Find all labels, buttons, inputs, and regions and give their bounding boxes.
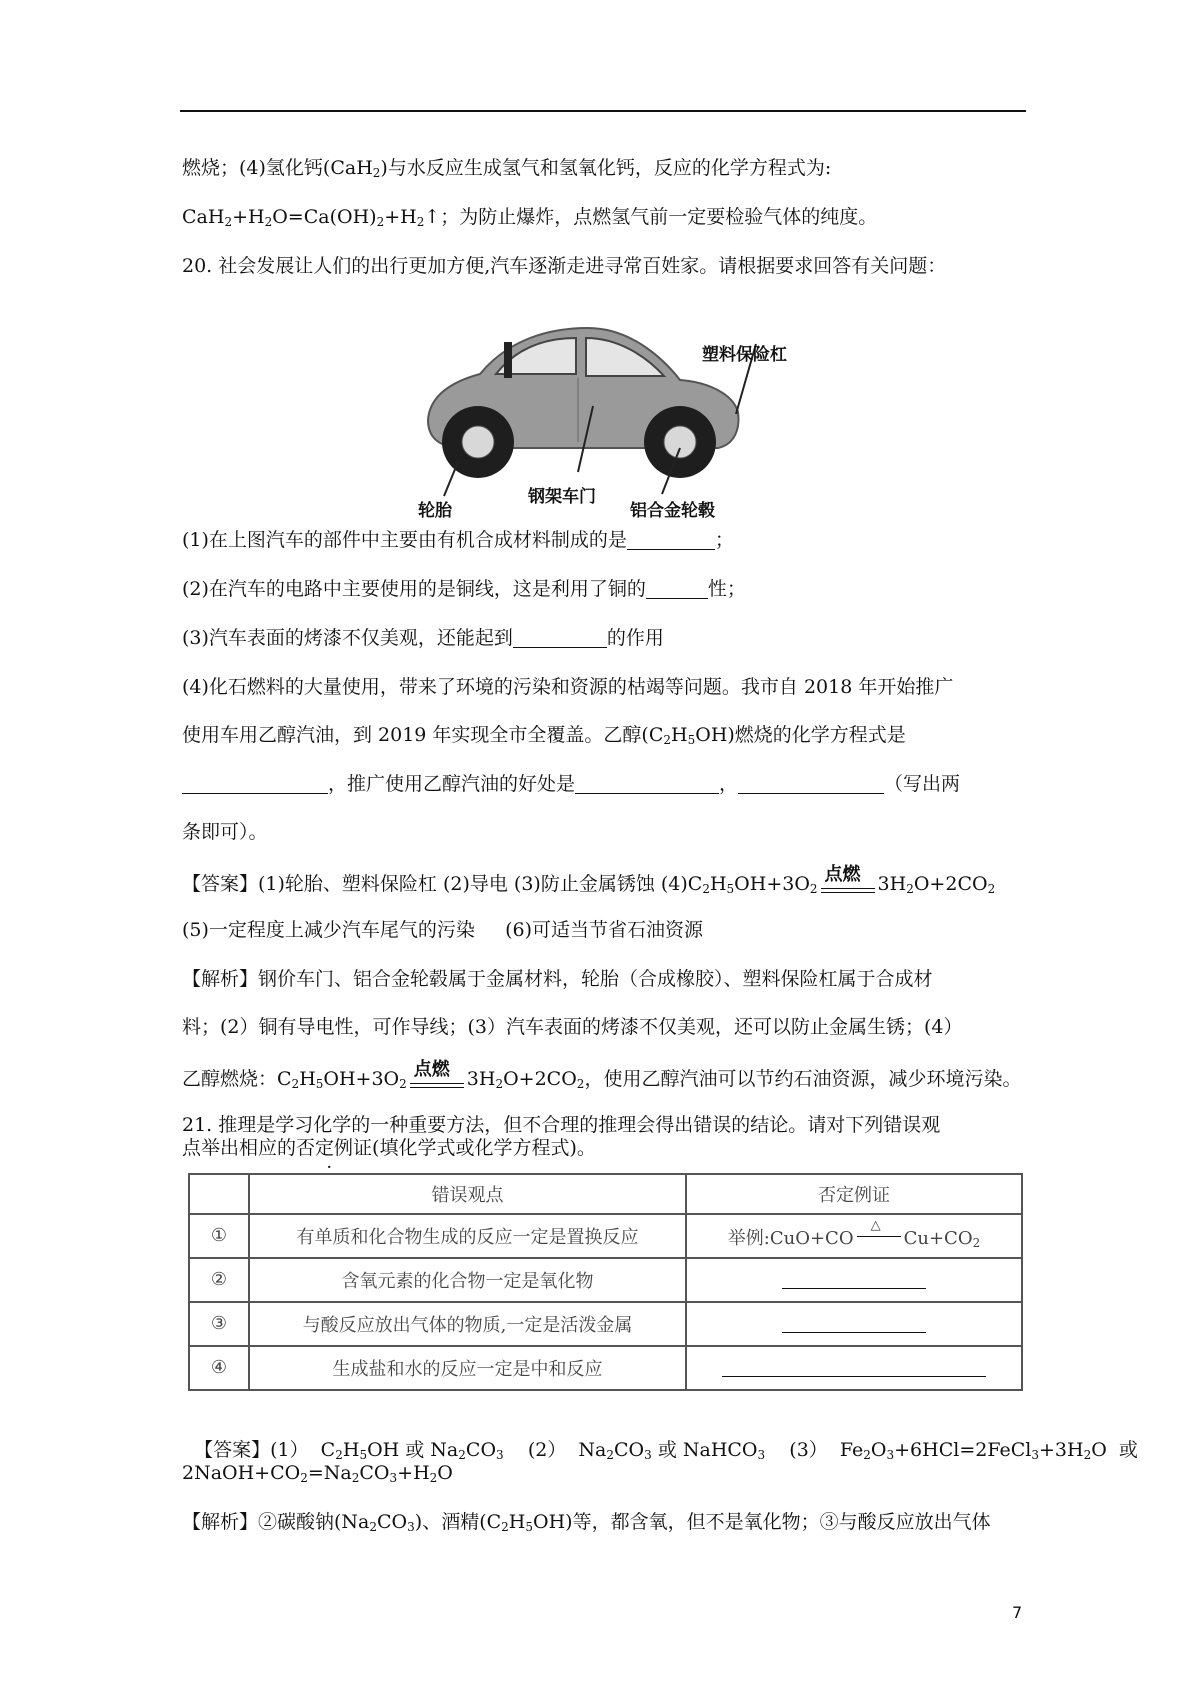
front-rim <box>462 426 494 458</box>
table-row <box>189 1258 1022 1302</box>
row-example-blank <box>686 1258 1022 1302</box>
q21-table <box>188 1173 1023 1391</box>
table-row <box>189 1214 1022 1258</box>
header-cell-example: 否定例证 <box>686 1174 1022 1214</box>
q21-answer-line-2: $2NaOH+CO_2=Na_2CO_3+H_2O$ <box>182 1462 453 1485</box>
tire-leader <box>444 462 458 496</box>
condition-ignite-2: 点燃 <box>410 1063 464 1089</box>
row-view: 含氧元素的化合物一定是氧化物 <box>249 1258 686 1302</box>
car-figure <box>418 322 822 521</box>
q21-analysis-line-1: 【解析】②碳酸钠$(Na_2CO_3)$、酒精$(C_2H_5OH)$等，都含氧，但不是氧化物；③与酸反应放出气体 <box>182 1511 991 1534</box>
row-number: ② <box>189 1258 249 1302</box>
q20-stem: 20. 社会发展让人们的出行更加方便,汽车逐渐走进寻常百姓家。请根据要求回答有关问题： <box>182 255 947 277</box>
row-view: 有单质和化合物生成的反应一定是置换反应 <box>249 1214 686 1258</box>
q20-analysis-line-2: 料；(2）铜有导电性，可作导线；(3）汽车表面的烤漆不仅美观，还可以防止金属生锈；(4） <box>182 1016 963 1038</box>
row-number: ④ <box>189 1346 249 1390</box>
row-example: 举例:CuO+CO △ $Cu+CO_2$ <box>686 1214 1022 1258</box>
table-row <box>189 1302 1022 1346</box>
label-tire: 轮胎 <box>418 501 452 521</box>
table-header-row <box>189 1174 1022 1214</box>
q20-analysis-line-3: 乙醇燃烧：$C_2H_5OH+3O_2$ 点燃 $3H_2O+2CO_2$，使用乙醇汽油可以节约石油资源，减少环境污染。 <box>182 1059 1022 1091</box>
header-rule <box>180 110 1026 112</box>
q20-part-4-line-4: 条即可）。 <box>182 821 268 843</box>
row-view: 生成盐和水的反应一定是中和反应 <box>249 1346 686 1390</box>
row-number: ① <box>189 1214 249 1258</box>
q20-part-1: (1)在上图汽车的部件中主要由有机合成材料制成的是 ； <box>182 529 734 551</box>
emphasis-dotted-text: 否定例证 <box>296 1137 373 1159</box>
q20-answer-line-1: 【答案】(1)轮胎、塑料保险杠 (2)导电 (3)防止金属锈蚀 $(4)C_2H_5OH+3O_2$ 点燃 $3H_2O+2CO_2$ <box>182 864 996 896</box>
label-door: 钢架车门 <box>528 487 596 507</box>
label-wheel: 铝合金轮毂 <box>630 501 715 521</box>
header-cell-num <box>189 1174 249 1214</box>
intro-line-2: $CaH_2+H_2O=Ca(OH)_2+H_2↑$；为防止爆炸，点燃氢气前一定要检验气体的纯度。 <box>182 206 878 229</box>
q21-answer-line-1: 【答案】(1） $C_2H_5OH$ 或 $Na_2CO_3$ (2） $Na_2CO_3$ 或 NaHCO$_3$ (3） $Fe_2O_3+6HCl=2FeCl_3+3H_2O$ 或 <box>194 1439 1138 1462</box>
q20-part-4-line-3: ，推广使用乙醇汽油的好处是 ， （写出两 <box>182 771 960 797</box>
intro-line-1: 燃烧；(4)氢化钙(CaH$_2$)与水反应生成氢气和氢氧化钙，反应的化学方程式为: <box>182 157 832 180</box>
rear-wheel-rim <box>664 426 696 458</box>
q21-stem-line-2: 点举出相应的否定例证(填化学式或化学方程式)。 <box>182 1137 596 1159</box>
q21-stem-line-1: 21. 推理是学习化学的一种重要方法，但不合理的推理会得出错误的结论。请对下列错误观 <box>182 1114 941 1136</box>
condition-ignite: 点燃 <box>821 868 875 894</box>
row-view: 与酸反应放出气体的物质,一定是活泼金属 <box>249 1302 686 1346</box>
q20-part-4-line-2: 使用车用乙醇汽油，到 2019 年实现全市全覆盖。乙醇$(C_2H_5OH)$燃烧的化学方程式是 <box>182 724 906 747</box>
page-number: 7 <box>1012 1603 1023 1622</box>
q20-part-3: (3)汽车表面的烤漆不仅美观，还能起到 的作用 <box>182 627 664 649</box>
q20-answer-line-2: (5)一定程度上减少汽车尾气的污染 (6)可适当节省石油资源 <box>182 919 704 941</box>
table-row <box>189 1346 1022 1390</box>
label-bumper: 塑料保险杠 <box>702 345 787 365</box>
row-example-blank <box>686 1302 1022 1346</box>
row-example-blank <box>686 1346 1022 1390</box>
q20-part-4-line-1: (4)化石燃料的大量使用，带来了环境的污染和资源的枯竭等问题。我市自 2018 年开始推广 <box>182 676 954 698</box>
condition-heat: △ <box>857 1222 901 1248</box>
header-cell-view: 错误观点 <box>249 1174 686 1214</box>
q20-analysis-line-1: 【解析】钢价车门、铝合金轮毂属于金属材料，轮胎（合成橡胶）、塑料保险杠属于合成材 <box>182 968 933 990</box>
door-pillar <box>504 342 512 378</box>
q20-part-2: (2)在汽车的电路中主要使用的是铜线，这是利用了铜的 性； <box>182 578 746 600</box>
row-number: ③ <box>189 1302 249 1346</box>
